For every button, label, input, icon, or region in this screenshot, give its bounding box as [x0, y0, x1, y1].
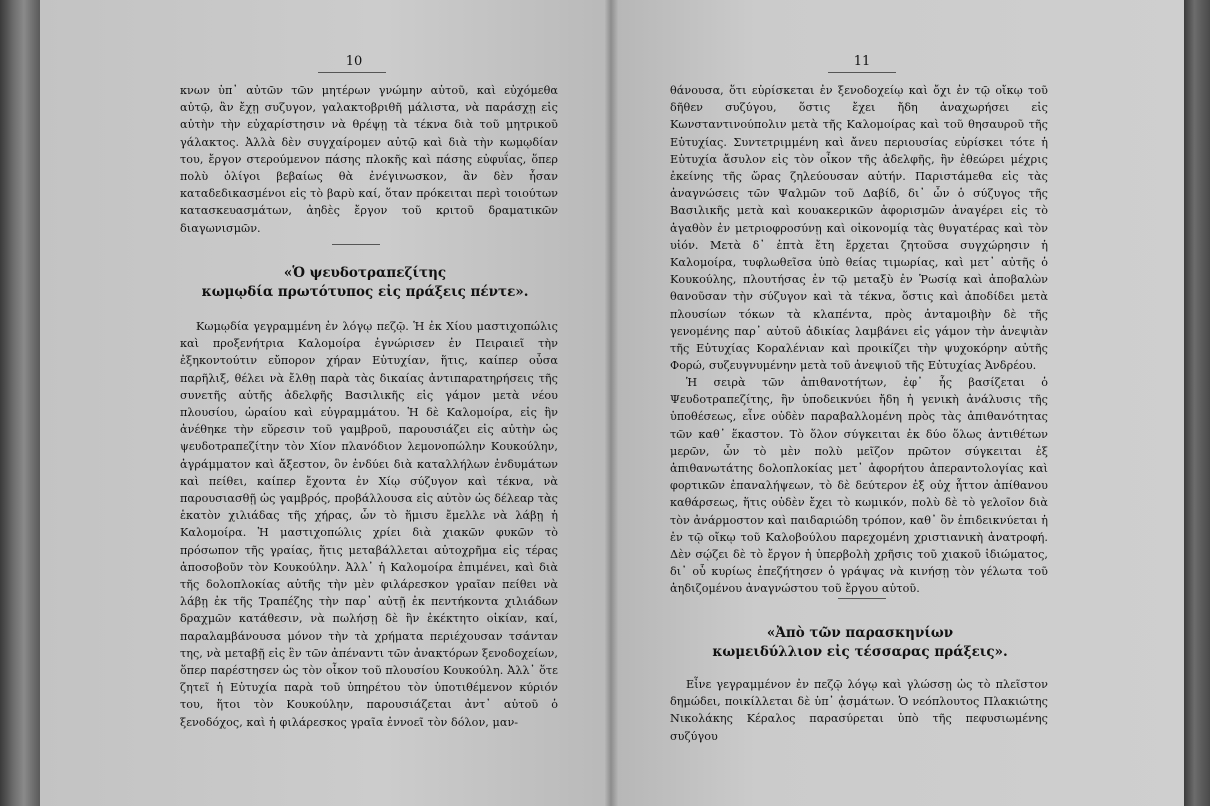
heading-line-1: «Ἀπὸ τῶν παρασκηνίων	[766, 625, 954, 641]
paragraph-text: θάνουσα, ὅτι εὑρίσκεται ἐν ξενοδοχείῳ καὶ ὄχι ἐν τῷ οἴκῳ τοῦ δῆθεν συζύγου, ὅστις ἔχει ἤδη ἀναχωρήσει εἰς Κωνσταντινούπολιν μετὰ τῆς Καλομοίρας καὶ τοῦ θησαυροῦ τῆς Εὐτυχίας. Συντετριμμένη καὶ ἄνευ περιουσίας εὑρίσκει τότε ἡ Εὐτυχία ἄσυλον εἰς τὸν οἶκον τῆς ἀδελφῆς, ἣν ἐθεώρει μέχρις ἐκείνης τῆς ὥρας ζηλεύουσαν αὐτήν. Παριστάμεθα εἰς τὰς ἀναγνώσεις τῶν Ψαλμῶν τοῦ Δαβίδ, δι᾿ ὧν ὁ σύζυγος τῆς Βασιλικῆς μετὰ καὶ κουακερικῶν ἀφορισμῶν ἀναγέρει εἰς τὸ ἀγαθὸν ἐν μετριοφροσύνῃ καὶ οἰκονομίᾳ τὰς θυγατέρας καὶ τὸν υἱόν. Μετὰ δ᾿ ἑπτὰ ἔτη ἔρχεται ζητοῦσα συγχώρησιν ἡ Καλομοίρα, τυφλωθεῖσα ὑπὸ θείας τιμωρίας, καὶ μετ᾿ αὐτῆς ὁ Κουκούλης, πλουτήσας ἐν τῷ μεταξὺ ἐν Ῥωσίᾳ καὶ ἀποβαλὼν θανοῦσαν τὴν σύζυγον καὶ τὰ τέκνα, ὅστις καὶ ἀποδίδει μετὰ πλουσίων τόκων τὰ κλαπέντα, πρὸς ἀνταμοιβὴν δὲ τῆς γενομένης παρ᾿ αὐτοῦ ἀδικίας λαμβάνει εἰς γάμον τὴν ἀνεψιὰν τῆς Εὐτυχίας Κοραλένιαν καὶ προικίζει τὴν ψυχοκόρην αὐτῆς Φορώ, συζευγνυμένην μετὰ τοῦ ἀνεψιοῦ τῆς Εὐτυχίας Ἀνδρέου.	[670, 84, 1048, 373]
heading-line-2: κωμῳδία πρωτότυπος εἰς πράξεις πέντε».	[201, 284, 529, 300]
page-number: 11	[853, 54, 871, 69]
section-heading	[170, 264, 560, 302]
page-number: 10	[345, 54, 363, 69]
heading-line-1: «Ὁ ψευδοτραπεζίτης	[283, 265, 447, 281]
paragraph-text: Ἡ σειρὰ τῶν ἀπιθανοτήτων, ἐφ᾿ ἧς βασίζεται ὁ Ψευδοτραπεζίτης, ἣν ὑποδεικνύει ἤδη ἡ γενικὴ ἀνάλυσις τῆς ὑποθέσεως, εἶνε οὐδὲν παραβαλλομένη πρὸς τὰς ἀπιθανότητας τῶν καθ᾿ ἕκαστον. Τὸ ὅλον σύγκειται ἐκ δύο ὅλως ἀντιθέτων μερῶν, ὧν τὸ μὲν πολὺ μεῖζον πρῶτον σύγκειται ἐξ ἀπιθανωτάτης δολοπλοκίας μετ᾿ ἀφορήτου ἀπεραντολογίας καὶ φορτικῶν ἐπαναλήψεων, τὸ δὲ δεύτερον ἐξ οὐχ ἧττον ἀπίθανου καθάρσεως, ἥτις οὐδὲν ἔχει τὸ κωμικόν, πολὺ δὲ τὸ γελοῖον διὰ τὸν ἀνάρμοστον καὶ παιδαριώδη τρόπον, καθ᾿ ὃν ἐπιδεικνύεται ἡ ἐν τῷ οἴκῳ τοῦ Καλοβούλου παρεχομένη χριστιανικὴ ἀνατροφή. Δὲν σῴζει δὲ τὸ ἔργον ἡ ὑπερβολὴ χρῆσις τοῦ χιακοῦ ἰδιώματος, δι᾿ οὗ κυρίως ἐπεζήτησεν ὁ γράψας νὰ κινήσῃ τὸν γέλωτα τοῦ ἀηδιζομένου ἀναγνώστου τοῦ ἔργου αὐτοῦ.	[670, 376, 1048, 596]
paragraph-3	[670, 676, 1048, 745]
left-page	[40, 0, 612, 806]
paragraph-text: Εἶνε γεγραμμένον ἐν πεζῷ λόγῳ καὶ γλώσσῃ ὡς τὸ πλεῖστον δημώδει, ποικίλλεται δὲ ὑπ᾿ ᾀσμάτων. Ὁ νεόπλουτος Πλακιώτης Νικολάκης Κέραλος παρασύρεται ὑπὸ τῆς πεφυσιωμένης συζύγου	[670, 678, 1048, 743]
page-number-rule	[828, 72, 896, 73]
right-page	[612, 0, 1184, 806]
paragraph-text: Κωμῳδία γεγραμμένη ἐν λόγῳ πεζῷ. Ἡ ἐκ Χίου μαστιχοπώλις καὶ προξενήτρια Καλομοίρα ἐγνώρισεν ἐν Πειραιεῖ τὴν ἐξηκοντούτιν εὔπορον χήραν Εὐτυχίαν, ἥτις, καίπερ οὖσα παρῆλιξ, θέλει νὰ ἔλθῃ παρὰ τὰς δικαίας ἀντιπαρατηρήσεις τῆς συνετῆς αὐτῆς ἀδελφῆς Βασιλικῆς εἰς γάμον μετὰ νέου πλουσίου, ὡραίου καὶ εὐγραμμάτου. Ἡ δὲ Καλομοίρα, εἰς ἣν ἀνέθηκε τὴν εὕρεσιν τοῦ γαμβροῦ, παρουσιάζει εἰς αὐτὴν ὡς ψευδοτραπεζίτην τὸν Χίον πλανόδιον λεμονοπώλην Κουκούλην, ἀγράμματον καὶ ἄξεστον, ὃν ἐνδύει διὰ καταλλήλων ἐνδυμάτων καὶ πείθει, καίπερ ἔχοντα ἐν Χίῳ σύζυγον καὶ τέκνα, νὰ παρουσιασθῇ ὡς γαμβρός, προβάλλουσα εἰς αὐτὸν ὡς δέλεαρ τὰς ἑκατὸν χιλιάδας τῆς χήρας, ὧν τὸ ἥμισυ ἔμελλε νὰ λάβῃ ἡ Καλομοίρα. Ἡ μαστιχοπώλις χρίει διὰ χιακῶν φυκῶν τὸ πρόσωπον τῆς γραίας, ἥτις μεταβάλλεται αὐτοχρῆμα εἰς τέρας ἀποσοβοῦν τὸν Κουκούλην. Ἀλλ᾿ ἡ Καλομοίρα ἐπιμένει, καὶ διὰ τῆς δολοπλοκίας αὐτῆς τὴν μὲν φιλάρεσκον γραῖαν πείθει νὰ λάβῃ ἐκ τῆς Τραπέζης τὴν παρ᾿ αὐτῇ ἐκ πεντήκοντα χιλιάδων δραχμῶν κατάθεσιν, νὰ πωλήσῃ δὲ ἣν ἐκέκτητο οἰκίαν, καί, παραλαμβάνουσα μόνον τὴν τὰ χρήματα περιέχουσαν τσάνταν της, νὰ μεταβῇ εἰς ἓν τῶν ἀπέναντι τῶν ἀνακτόρων ξενοδοχείων, ὅπερ παρέστησεν ὡς τὸν οἶκον τοῦ πλουσίου Κουκούλη. Ἀλλ᾿ ὅτε ζητεῖ ἡ Εὐτυχία παρὰ τοῦ ὑπηρέτου τὸν ὑποτιθέμενον κύριόν του, ἥτοι τὸν Κουκούλην, παρουσιάζεται ἀντ᾿ αὐτοῦ ὁ ξενοδόχος, καὶ ἡ φιλάρεσκος γραῖα ἐννοεῖ τὸν δόλον, μαν-	[180, 320, 558, 729]
section-heading	[660, 624, 1060, 662]
book-spine-right	[1184, 0, 1210, 806]
page-number-rule	[318, 72, 386, 73]
paragraph-main	[180, 318, 558, 731]
paragraph-2	[670, 374, 1048, 598]
section-separator	[838, 598, 886, 599]
paragraph-top	[180, 82, 558, 237]
book-gutter	[604, 0, 618, 806]
heading-line-2: κωμειδύλλιον εἰς τέσσαρας πράξεις».	[712, 644, 1008, 660]
paragraph-1	[670, 82, 1048, 374]
book-spine-left	[0, 0, 40, 806]
paragraph-text: κνων ὑπ᾿ αὐτῶν τῶν μητέρων γνώμην αὐτοῦ, καὶ εὐχόμεθα αὐτῷ, ἂν ἔχῃ συζυγον, γαλακτοβριθῆ μάλιστα, νὰ παράσχῃ εἰς αὐτὴν τὴν εὐχαρίστησιν νὰ θρέψῃ τὰ τέκνα διὰ τοῦ μητρικοῦ γάλακτος. Ἀλλὰ δὲν συγχαίρομεν αὐτῷ καὶ διὰ τὴν κωμῳδίαν του, ἔργον στερούμενον πάσης πλοκῆς καὶ πάσης εὐφυΐας, ὅπερ πολὺ ὀλίγοι βεβαίως θὰ ἐνέγινωσκον, ἂν δὲν ἦσαν καταδεδικασμένοι εἰς τὸ βαρὺ καί, ὅταν πρόκειται περὶ τοιούτων κατασκευασμάτων, ἀηδὲς ἔργον τοῦ κριτοῦ δραματικῶν διαγωνισμῶν.	[180, 84, 558, 235]
section-separator	[332, 244, 380, 245]
